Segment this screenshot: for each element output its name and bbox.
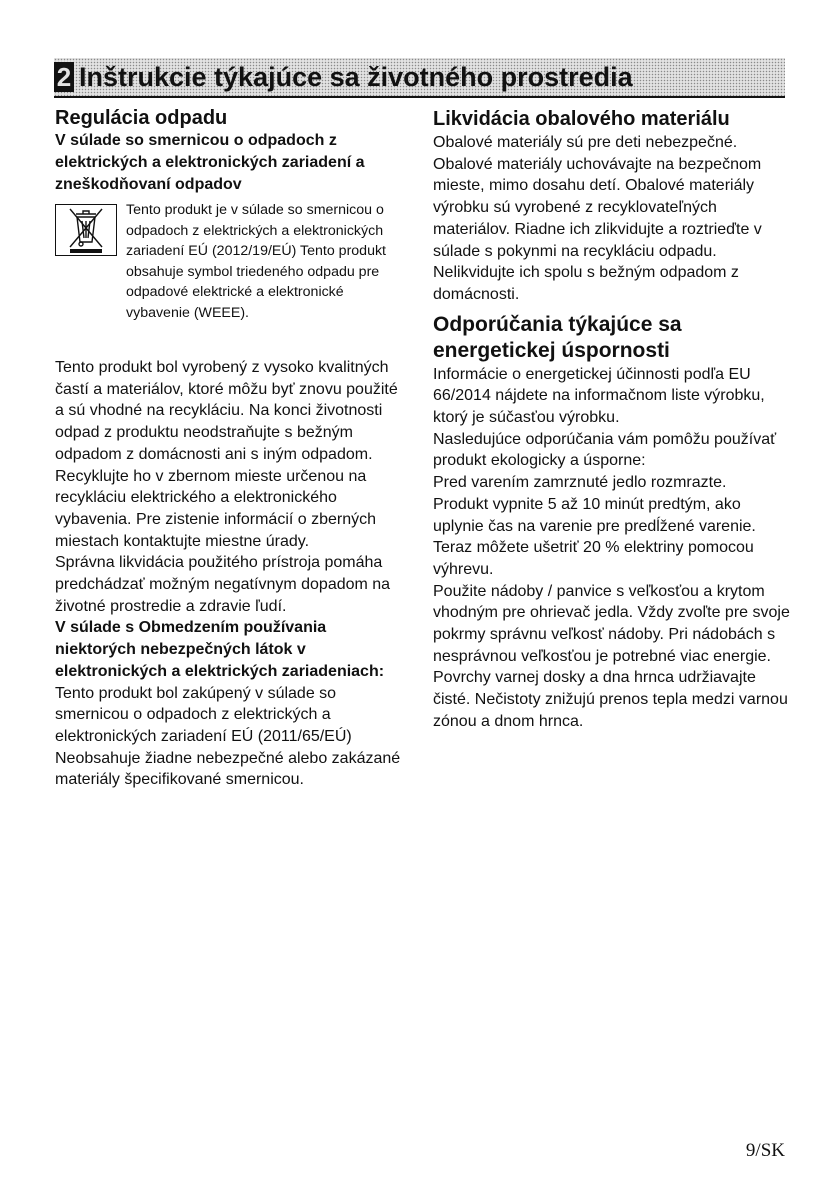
crossed-out-wheelie-bin-icon (55, 204, 117, 256)
energy-paragraph-3: Pred varením zamrznuté jedlo rozmrazte. (433, 474, 727, 492)
weee-block (55, 201, 407, 357)
rohs-heading: V súlade s Obmedzením používania niektorých nebezpečných látok v elektronických a elektrických zariadeniach: (55, 619, 385, 680)
rohs-paragraph: Tento produkt bol zakúpený v súlade so smernicou o odpadoch z elektrických a elektronických zariadení EÚ (2011/65/EÚ) Neobsahuje žiadne nebezpečné alebo zakázané materiály špecifikované smernicou. (55, 684, 401, 789)
weee-description: Tento produkt je v súlade so smernicou o odpadoch z elektrických a elektronických zariadení EÚ (2012/19/EÚ) Tento produkt obsahuje symbol triedeného odpadu pre odpadové elektrické a elektronické vybavenie (WEEE). (126, 202, 386, 321)
energy-paragraph-2: Nasledujúce odporúčania vám pomôžu používať produkt ekologicky a úsporne: (433, 430, 777, 470)
waste-regulation-heading: Regulácia odpadu (55, 107, 228, 129)
energy-paragraph-1: Informácie o energetickej účinnosti podľa EU 66/2014 nájdete na informačnom liste výrobku, ktorý je súčasťou výrobku. (433, 365, 765, 427)
recycling-paragraph: Tento produkt bol vyrobený z vysoko kvalitných častí a materiálov, ktoré môžu byť znovu použité a sú vhodné na recykláciu. Na konci životnosti odpad z produktu neodstraňujte s bežným odpadom z domácnosti ani s iným odpadom. Recyklujte ho v zbernom mieste určenou na recykláciu elektrického a elektronického vybavenia. Pre zistenie informácií o zberných miestach kontaktujte miestne úrady. (55, 359, 398, 550)
energy-paragraph-4: Produkt vypnite 5 až 10 minút predtým, ako uplynie čas na varenie pre predĺžené varenie. Teraz môžete ušetriť 20 % elektriny pomocou výhrevu. (433, 495, 756, 578)
energy-paragraph-5: Použite nádoby / panvice s veľkosťou a krytom vhodným pre ohrievač jedla. Vždy zvoľte pre svoje pokrmy správnu veľkosť nádoby. Pri nádobách s nesprávnou veľkosťou je potrebné viac energie. (433, 582, 790, 665)
right-column (433, 106, 791, 733)
energy-heading: Odporúčania týkajúce sa energetickej úspornosti (433, 312, 682, 362)
energy-paragraph-6: Povrchy varnej dosky a dna hrnca udržiavajte čisté. Nečistoty znižujú prenos tepla medzi varnou zónou a dnom hrnca. (433, 669, 788, 730)
disposal-paragraph: Správna likvidácia použitého prístroja pomáha predchádzať možným negatívnym dopadom na životné prostredie a zdravie ľudí. (55, 554, 391, 615)
packaging-paragraph: Obalové materiály sú pre deti nebezpečné. Obalové materiály uchovávajte na bezpečnom mieste, mimo dosahu detí. Obalové materiály výrobku sú vyrobené z recyklovateľných materiálov. Riadne ich zlikvidujte a roztrieďte v súlade s pokynmi na recykláciu odpadu. Nelikvidujte ich spolu s bežným odpadom z domácnosti. (433, 134, 762, 303)
weee-directive-subheading: V súlade so smernicou o odpadoch z elektrických a elektronických zariadení a zneškodňovaní odpadov (55, 132, 365, 193)
section-header (54, 58, 785, 98)
section-title: Inštrukcie týkajúce sa životného prostredia (79, 62, 633, 92)
section-number: 2 (54, 62, 74, 92)
page-number: 9/SK (745, 1140, 785, 1161)
left-column (55, 106, 407, 791)
packaging-heading: Likvidácia obalového materiálu (433, 108, 730, 130)
